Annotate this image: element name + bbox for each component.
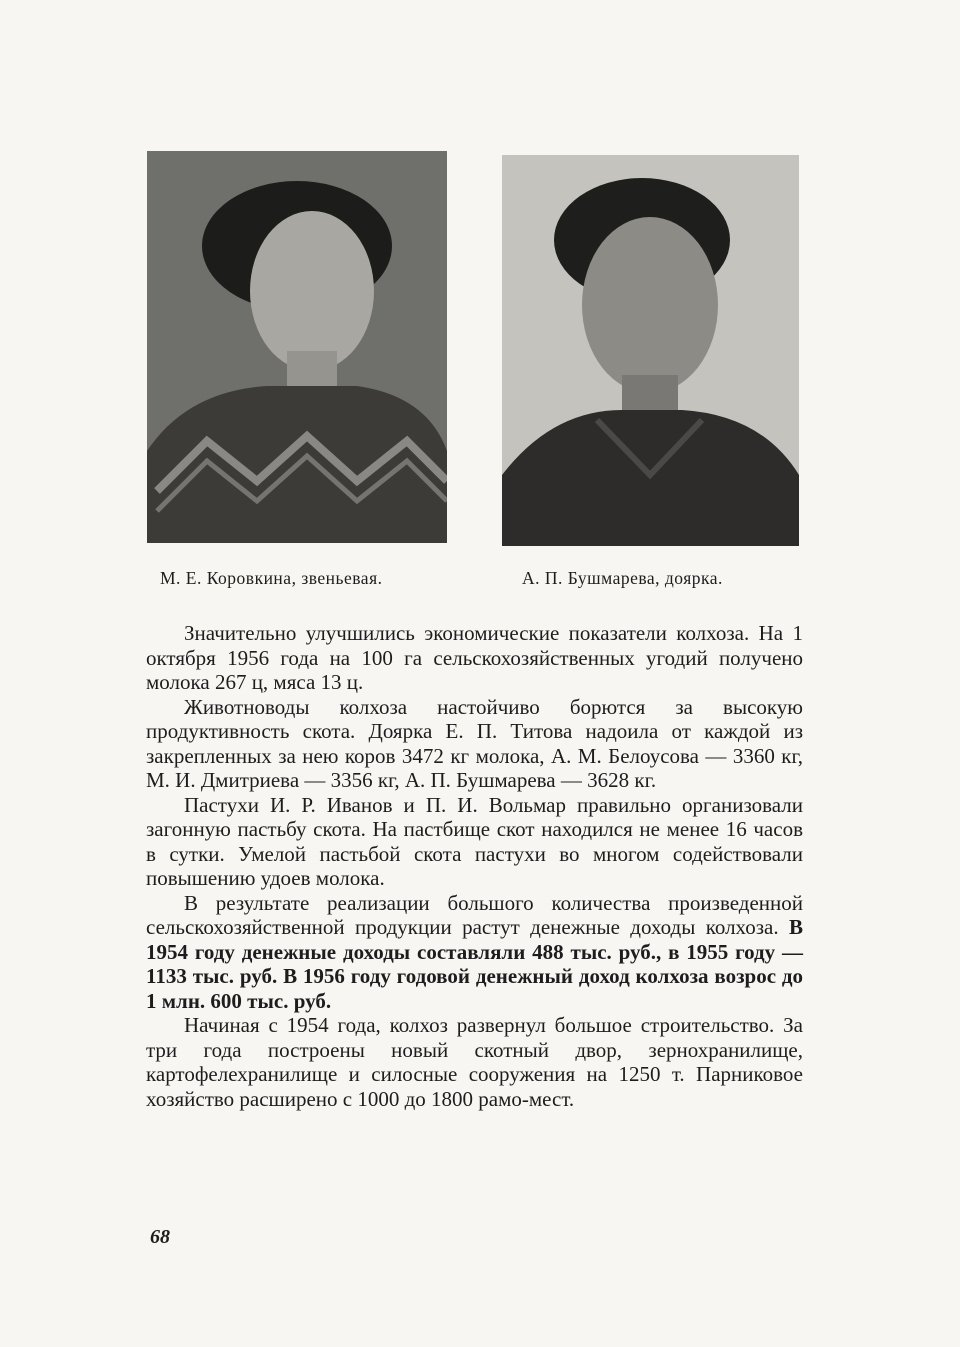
body-text (146, 621, 803, 1111)
paragraph-income-bold: В 1954 году денежные доходы составляли 488 тыс. руб., в 1955 году — 1133 тыс. руб. В 1956 году годовой денежный доход колхоза возрос до 1 млн. 600 тыс. руб. (146, 915, 803, 1013)
paragraph-income (146, 891, 803, 1014)
paragraph-herders: Пастухи И. Р. Иванов и П. И. Вольмар правильно организовали загонную пастьбу скота. На пастбище скот находился не менее 16 часов в сутки. Умелой пастьбой скота пастухи во многом содействовали повышению удоев молока. (146, 792, 803, 890)
paragraph-income-normal: В результате реализации большого количества произведенной сельскохозяйственной продукции растут денежные доходы колхоза. (146, 890, 803, 939)
paragraph-economic-indicators: Значительно улучшились экономические показатели колхоза. На 1 октября 1956 года на 100 га сельскохозяйственных угодий получено молока 267 ц, мяса 13 ц. (146, 621, 803, 694)
caption-left: М. Е. Коровкина, звеньевая. (160, 568, 383, 588)
portrait-photo-right (502, 155, 799, 546)
caption-right: А. П. Бушмарева, доярка. (522, 568, 723, 588)
page-number: 68 (150, 1226, 170, 1248)
paragraph-construction: Начиная с 1954 года, колхоз развернул большое строительство. За три года построены новый скотный двор, зернохранилище, картофелехранилище и силосные сооружения на 1250 т. Парниковое хозяйство расширено с 1000 до 1800 рамо-мест. (146, 1013, 803, 1111)
paragraph-livestock: Животноводы колхоза настойчиво борются за высокую продуктивность скота. Доярка Е. П. Титова надоила от каждой из закрепленных за нею коров 3472 кг молока, А. М. Белоусова — 3360 кг, М. И. Дмитриева — 3356 кг, А. П. Бушмарева — 3628 кг. (146, 694, 803, 792)
portrait-photo-left (147, 151, 447, 543)
